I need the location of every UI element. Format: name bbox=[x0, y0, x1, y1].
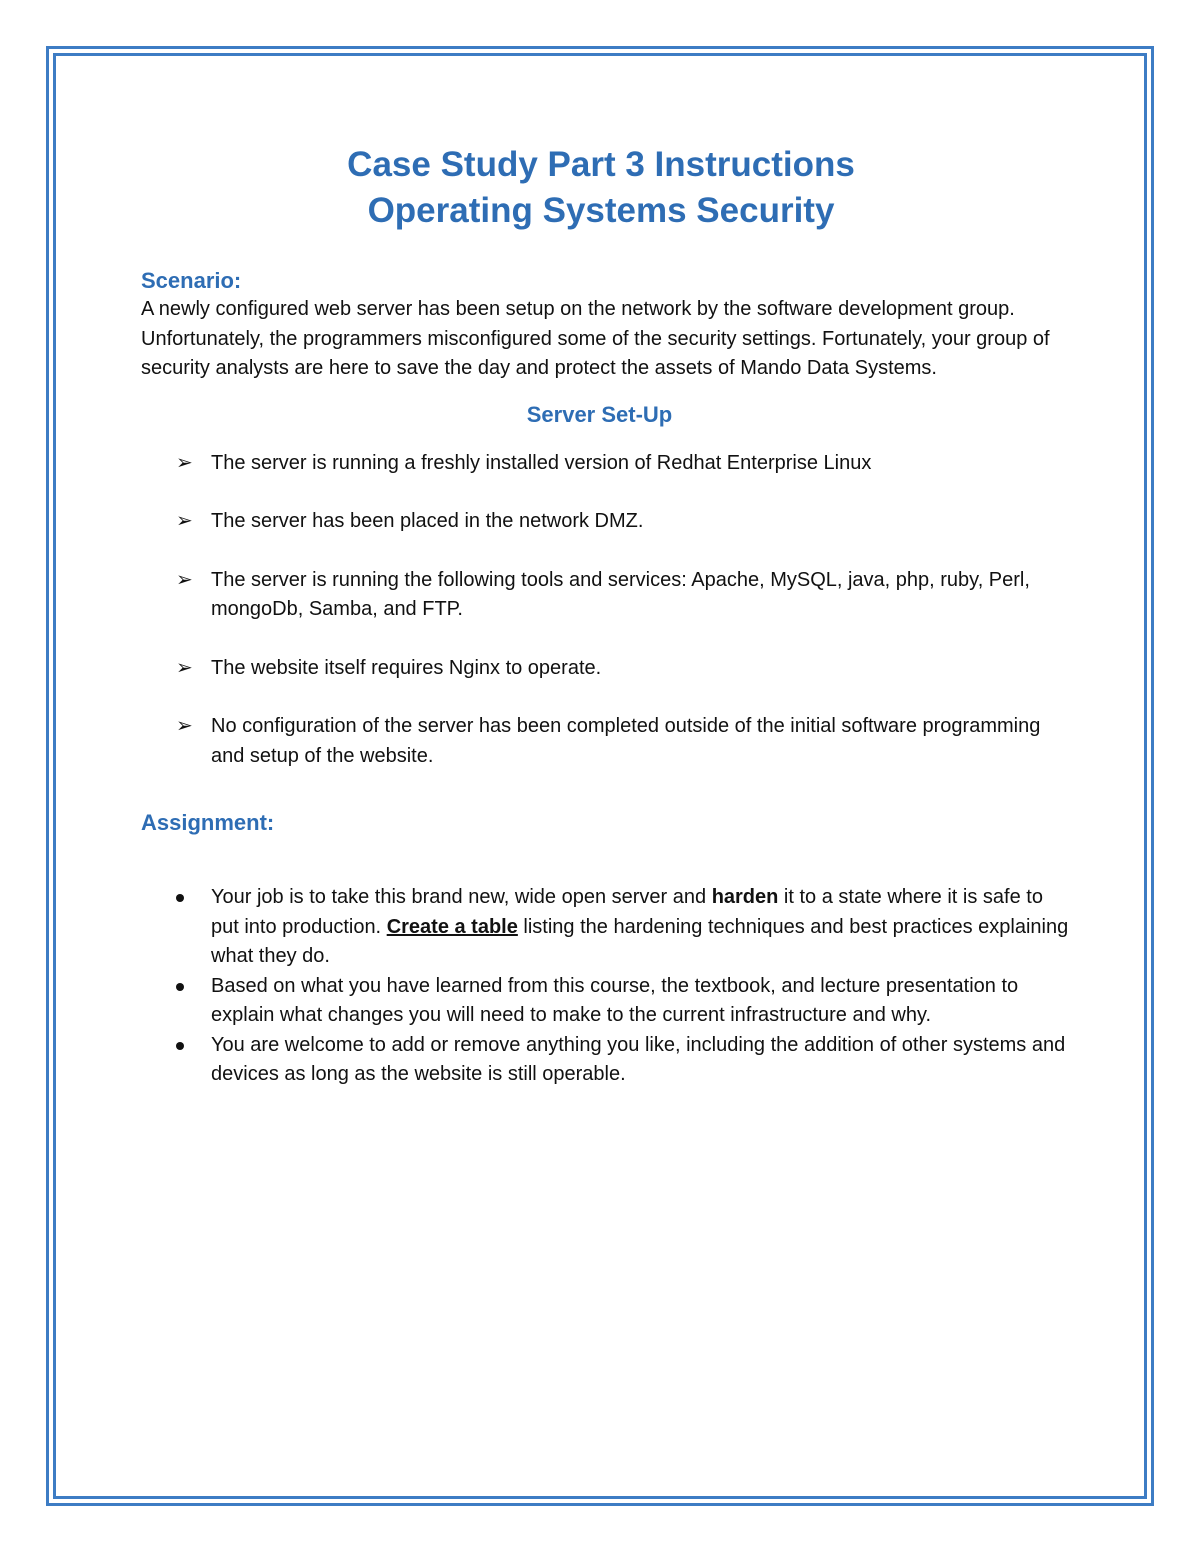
list-item bbox=[141, 972, 1071, 1031]
list-item bbox=[141, 1031, 1071, 1090]
bullet-dot-icon bbox=[176, 983, 184, 991]
bullet-dot-icon bbox=[176, 894, 184, 902]
assignment-item-1-part3: listing the hardening techniques and best practices explaining what they do. bbox=[211, 915, 1069, 967]
arrow-bullet-icon: ➢ bbox=[176, 510, 193, 532]
list-item-text: The server is running a freshly installed version of Redhat Enterprise Linux bbox=[211, 451, 872, 474]
list-item-text: The website itself requires Nginx to operate. bbox=[211, 656, 602, 679]
assignment-item-3: You are welcome to add or remove anything you like, including the addition of other systems and devices as long as the website is still operable. bbox=[211, 1033, 1066, 1085]
assignment-item-1-bold: harden bbox=[711, 886, 779, 908]
assignment-heading: Assignment: bbox=[141, 810, 275, 835]
list-item-text: No configuration of the server has been completed outside of the initial software programming and setup of the website. bbox=[211, 715, 1041, 767]
assignment-item-1-part2: it to a state where it is safe to put into production. bbox=[211, 886, 1043, 938]
list-item bbox=[141, 883, 1071, 972]
arrow-bullet-icon: ➢ bbox=[176, 451, 193, 474]
assignment-item-2: Based on what you have learned from this course, the textbook, and lecture presentation to explain what changes you will need to make to the current infrastructure and why. bbox=[211, 974, 1019, 1026]
list-item-text: The server has been placed in the network DMZ. bbox=[211, 510, 644, 532]
server-setup-list bbox=[141, 449, 1071, 772]
arrow-bullet-icon: ➢ bbox=[176, 568, 193, 591]
bullet-dot-icon bbox=[176, 1042, 184, 1050]
assignment-item-1-emphasis: Create a table bbox=[386, 915, 518, 938]
scenario-text: A newly configured web server has been setup on the network by the software development group. Unfortunately, the programmers misconfigured some of the security settings. Fortunately, your group of security analysts are here to save the day and protect the assets of Mando Data Systems. bbox=[141, 298, 1050, 379]
assignment-item-1-part1: Your job is to take this brand new, wide open server and bbox=[211, 886, 712, 908]
page-title bbox=[131, 142, 1071, 234]
list-item-text: The server is running the following tools and services: Apache, MySQL, java, php, ruby, Perl, mongoDb, Samba, and FTP. bbox=[211, 568, 1030, 620]
scenario-heading: Scenario: bbox=[141, 268, 242, 293]
list-item bbox=[141, 654, 1071, 684]
document-body bbox=[141, 142, 1071, 1090]
list-item bbox=[141, 566, 1071, 625]
list-item bbox=[141, 712, 1071, 771]
assignment-list bbox=[141, 883, 1071, 1090]
server-setup-heading: Server Set-Up bbox=[526, 401, 673, 427]
arrow-bullet-icon: ➢ bbox=[176, 715, 193, 737]
title-line-2: Operating Systems Security bbox=[367, 191, 835, 230]
title-line-1: Case Study Part 3 Instructions bbox=[347, 145, 855, 184]
arrow-bullet-icon: ➢ bbox=[176, 656, 193, 679]
list-item bbox=[141, 507, 1071, 537]
list-item bbox=[141, 449, 1071, 479]
